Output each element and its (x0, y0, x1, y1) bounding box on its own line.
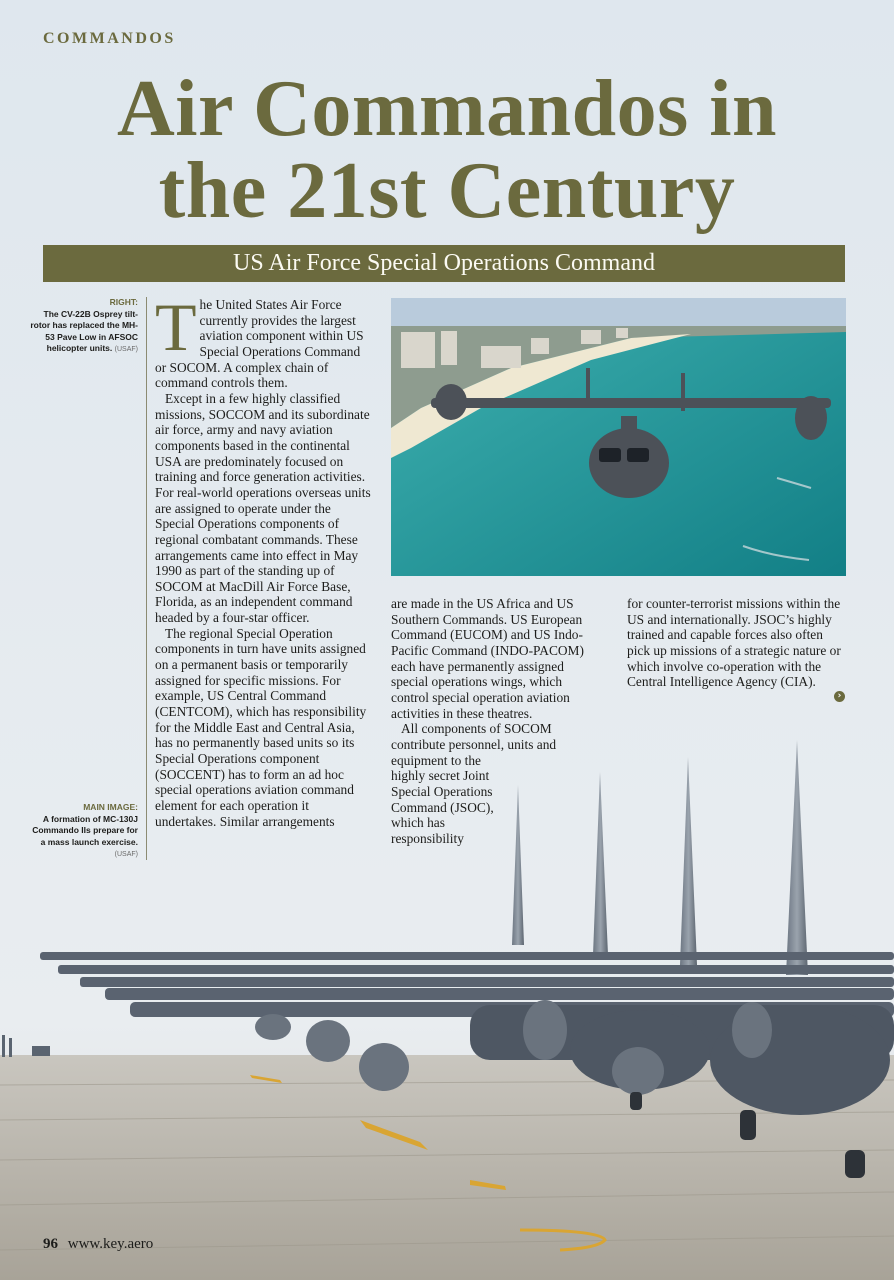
article-column-2 (391, 596, 603, 847)
paragraph: The regional Special Operation components in turn have units assigned on a permanent basis or temporarily assigned for specific missions. For example, US Central Command (CENTCOM), which has responsibility for the Middle East and Central Asia, has no permanently based units so its Special Operations component (SOCCENT) has to form an ad hoc special operations aviation command element for each operation it undertakes. Similar arrangements (155, 625, 367, 829)
title-line-2: the 21st Century (158, 147, 736, 235)
inset-photo-cv22b-osprey (391, 298, 846, 576)
paragraph: highly secret Joint Special Operations Command (JSOC), which has responsibility (391, 768, 494, 846)
paragraph: All components of SOCOM contribute personnel, units and equipment to the (391, 721, 557, 768)
caption-credit: (USAF) (114, 851, 138, 858)
page-footer (43, 1236, 153, 1253)
website-link[interactable]: www.key.aero (67, 1236, 154, 1252)
section-label: COMMANDOS (43, 30, 176, 47)
caption-main-image (30, 802, 138, 861)
caption-text: The CV-22B Osprey tilt-rotor has replaced the MH-53 Pave Low in AFSOC helicopter units. (30, 308, 138, 353)
page-number: 96 (43, 1236, 58, 1252)
caption-text: A formation of MC-130J Commando IIs prepare for a mass launch exercise. (32, 813, 138, 847)
paragraph: The United States Air Force currently provides the largest aviation component within US Special Operations Command or SOCOM. A complex chain of command controls them. (155, 289, 364, 391)
caption-divider (146, 297, 147, 860)
paragraph: are made in the US Africa and US Southern Commands. US European Command (EUCOM) and US Indo-Pacific Command (INDO-PACOM) each have permanently assigned special operations wings, which control special operation aviation activities in these theatres. (391, 596, 584, 721)
drop-cap: T (155, 289, 197, 365)
arrow-right-icon: › (834, 691, 845, 702)
caption-label: RIGHT: (109, 297, 138, 307)
paragraph: Except in a few highly classified missions, SOCCOM and its subordinate air force, army and navy aviation components based in the continental USA are predominately focused on training and force generation activities. For real-world operations overseas units are assigned to operate under the Special Operations components of regional combatant commands. These arrangements came into effect in May 1990 as part of the standing up of SOCOM at MacDill Air Force Base, Florida, as an independent command headed by a four-star officer. (155, 390, 371, 626)
caption-right (30, 297, 138, 356)
subtitle-banner: US Air Force Special Operations Command (43, 245, 845, 282)
paragraph: for counter-terrorist missions within the US and internationally. JSOC’s highly trained and capable forces also often pick up missions of a strategic nature or which involve co-operation with the Central Intelligence Agency (CIA). (627, 596, 841, 690)
caption-label: MAIN IMAGE: (83, 802, 138, 812)
page-title (0, 65, 894, 235)
caption-credit: (USAF) (114, 346, 138, 353)
article-column-1 (155, 289, 373, 829)
title-line-1: Air Commandos in (117, 65, 777, 153)
article-column-3 (627, 596, 845, 690)
